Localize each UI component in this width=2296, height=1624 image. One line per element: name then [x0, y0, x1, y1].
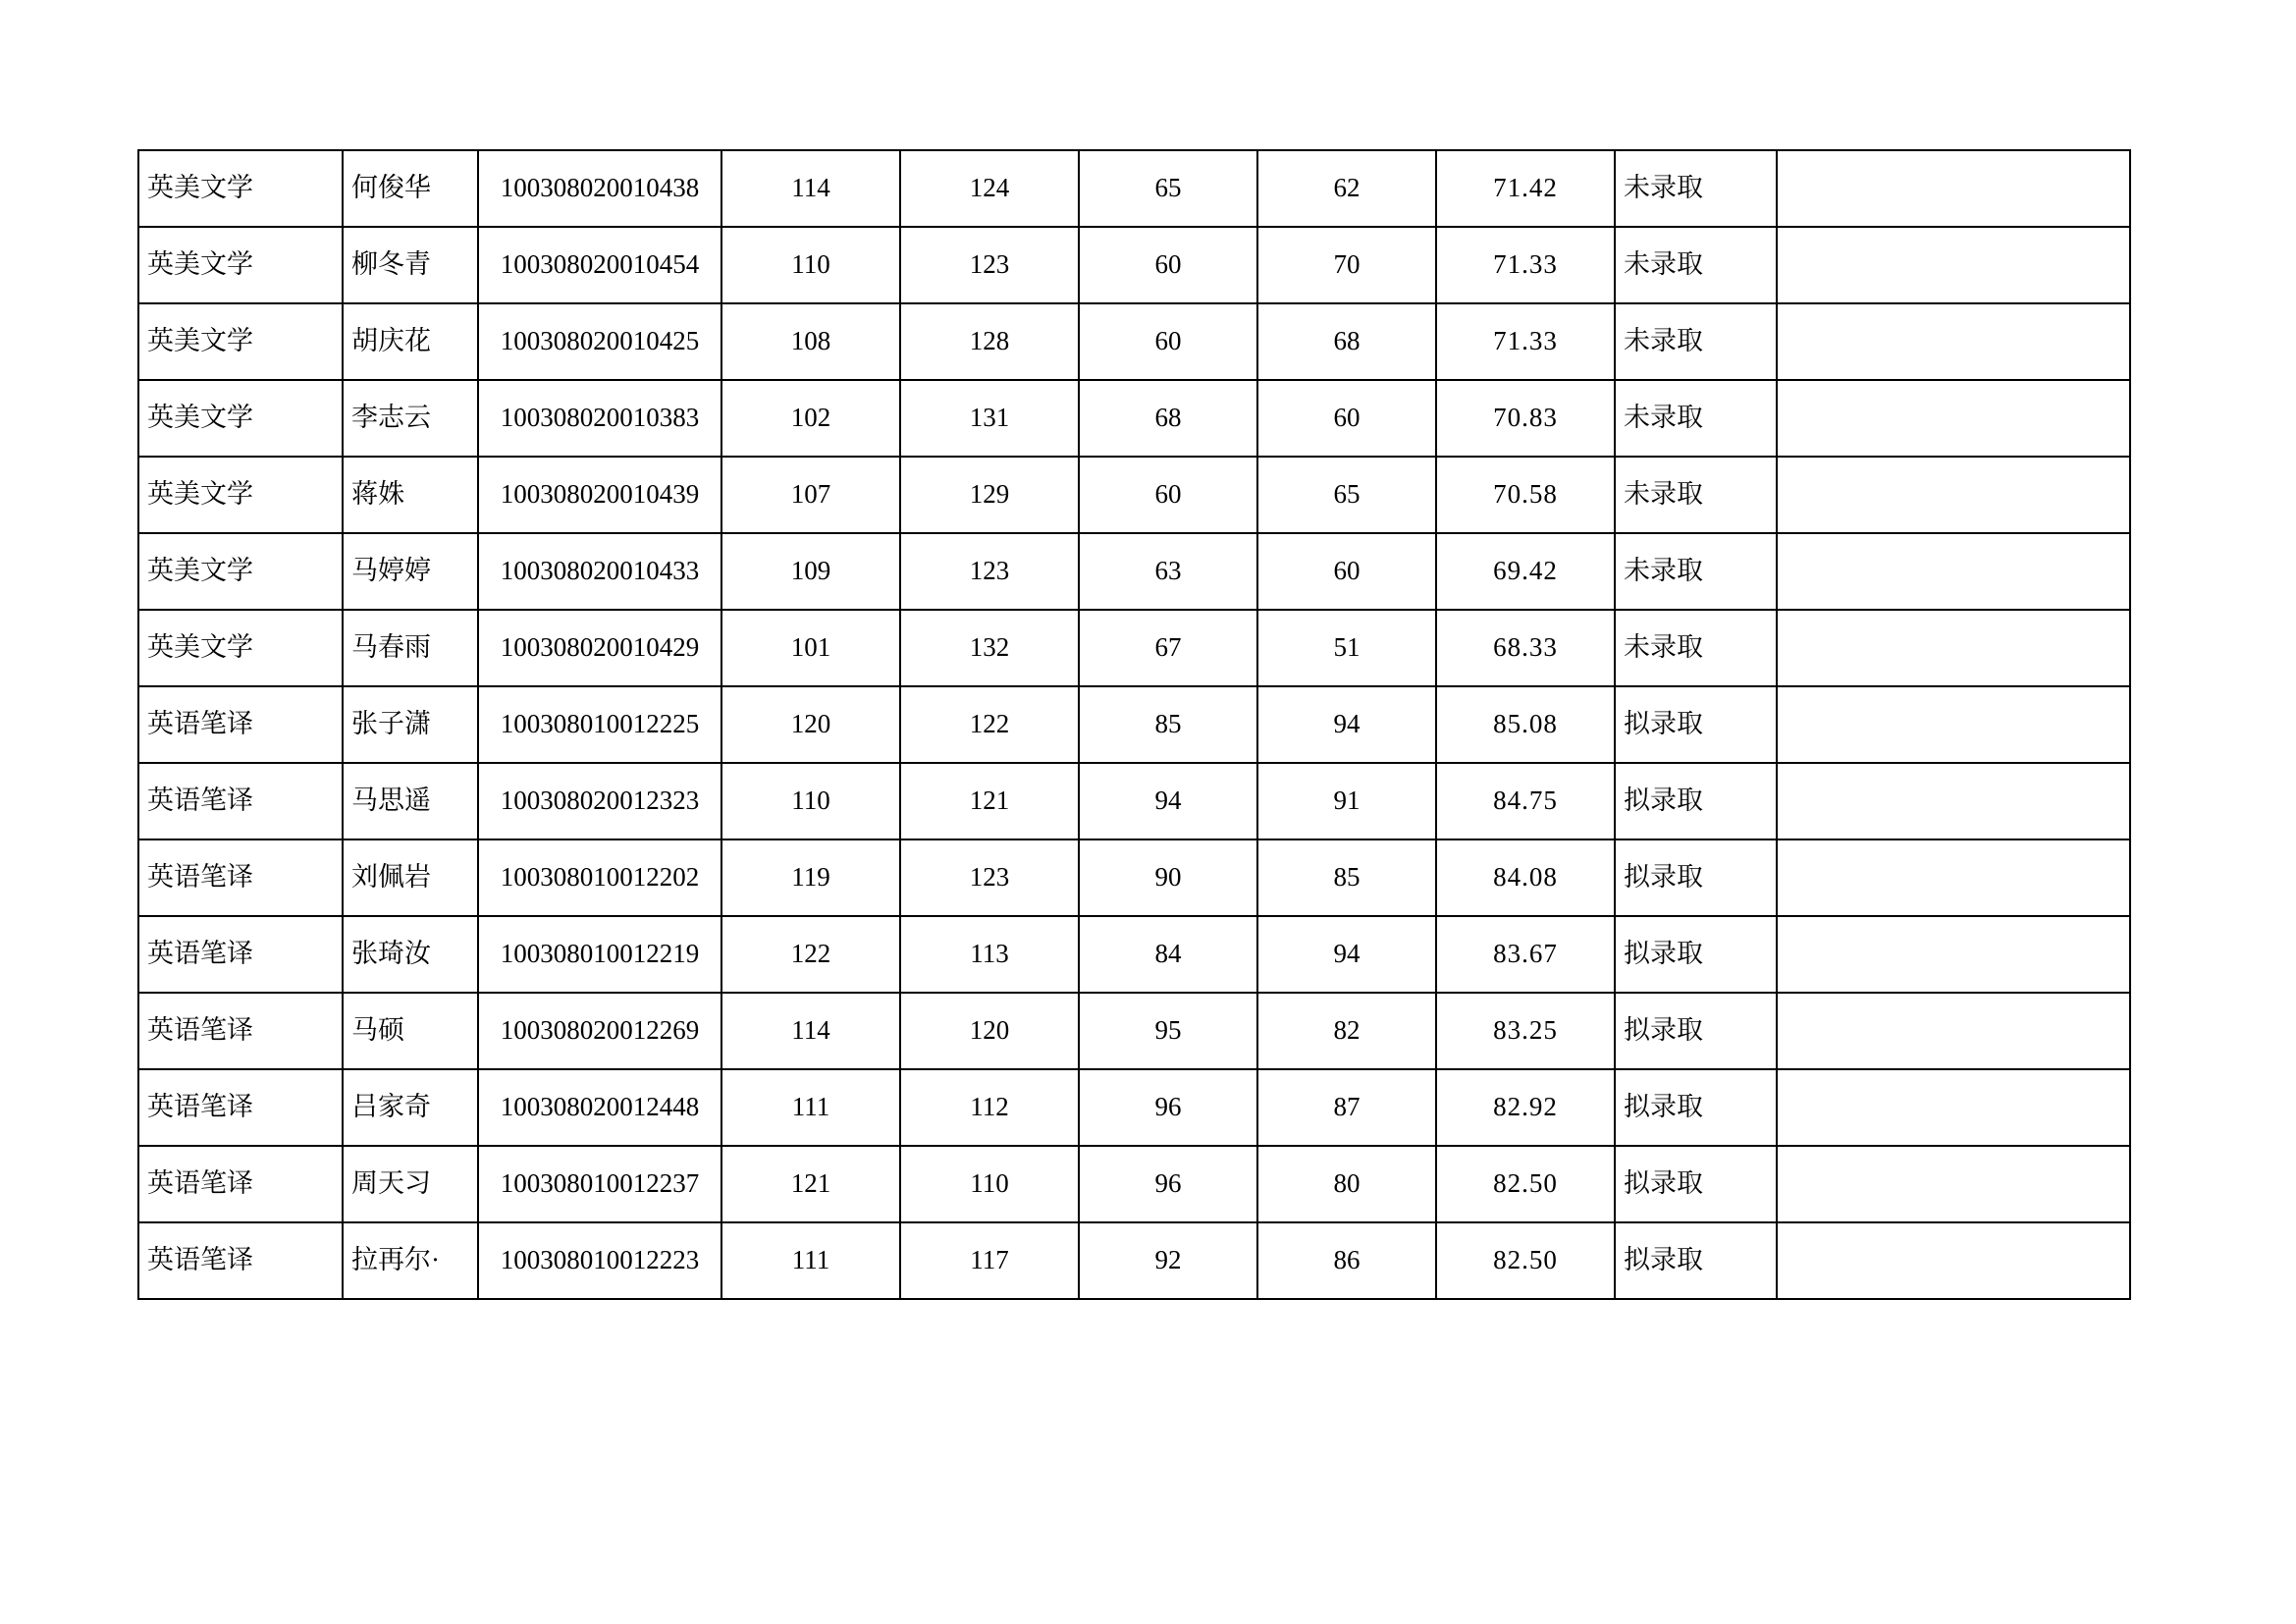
exam-id: 100308010012219 [478, 916, 721, 993]
major: 英语笔译 [138, 839, 343, 916]
note-cell [1777, 1222, 2130, 1299]
note-cell [1777, 457, 2130, 533]
table-row [138, 227, 2130, 303]
name: 张子潇 [343, 686, 478, 763]
table-row [138, 763, 2130, 839]
note-cell [1777, 1069, 2130, 1146]
score-3: 65 [1079, 150, 1257, 227]
status-cell: 未录取 [1615, 380, 1777, 457]
status-cell: 未录取 [1615, 150, 1777, 227]
status-cell: 拟录取 [1615, 839, 1777, 916]
exam-id: 100308010012237 [478, 1146, 721, 1222]
table-row [138, 380, 2130, 457]
total-score: 84.75 [1436, 763, 1615, 839]
score-3: 60 [1079, 227, 1257, 303]
total-score: 83.25 [1436, 993, 1615, 1069]
major: 英语笔译 [138, 763, 343, 839]
note-cell [1777, 150, 2130, 227]
major: 英语笔译 [138, 1222, 343, 1299]
score-3: 96 [1079, 1146, 1257, 1222]
status-cell: 未录取 [1615, 457, 1777, 533]
major: 英美文学 [138, 150, 343, 227]
major: 英语笔译 [138, 686, 343, 763]
score-2: 124 [900, 150, 1079, 227]
exam-id: 100308020010438 [478, 150, 721, 227]
table-row [138, 533, 2130, 610]
score-3: 92 [1079, 1222, 1257, 1299]
note-cell [1777, 993, 2130, 1069]
score-1: 109 [721, 533, 900, 610]
score-1: 111 [721, 1069, 900, 1146]
status-cell: 未录取 [1615, 533, 1777, 610]
exam-id: 100308020010383 [478, 380, 721, 457]
total-score: 82.50 [1436, 1222, 1615, 1299]
score-3: 94 [1079, 763, 1257, 839]
total-score: 71.33 [1436, 303, 1615, 380]
name: 吕家奇 [343, 1069, 478, 1146]
score-2: 122 [900, 686, 1079, 763]
table-row [138, 150, 2130, 227]
score-1: 111 [721, 1222, 900, 1299]
total-score: 71.42 [1436, 150, 1615, 227]
exam-id: 100308020010454 [478, 227, 721, 303]
score-4: 82 [1257, 993, 1436, 1069]
exam-id: 100308020012448 [478, 1069, 721, 1146]
status-cell: 未录取 [1615, 227, 1777, 303]
exam-id: 100308020010425 [478, 303, 721, 380]
exam-id: 100308010012225 [478, 686, 721, 763]
name: 何俊华 [343, 150, 478, 227]
note-cell [1777, 227, 2130, 303]
score-4: 86 [1257, 1222, 1436, 1299]
score-table-container [137, 149, 2131, 1300]
admission-score-table [137, 149, 2131, 1300]
score-3: 95 [1079, 993, 1257, 1069]
major: 英语笔译 [138, 1146, 343, 1222]
score-1: 110 [721, 227, 900, 303]
name: 胡庆花 [343, 303, 478, 380]
name: 拉再尔· [343, 1222, 478, 1299]
major: 英美文学 [138, 380, 343, 457]
score-2: 128 [900, 303, 1079, 380]
table-row [138, 1069, 2130, 1146]
name: 马思遥 [343, 763, 478, 839]
note-cell [1777, 610, 2130, 686]
note-cell [1777, 916, 2130, 993]
score-1: 102 [721, 380, 900, 457]
name: 刘佩岩 [343, 839, 478, 916]
score-2: 121 [900, 763, 1079, 839]
exam-id: 100308020012269 [478, 993, 721, 1069]
score-1: 119 [721, 839, 900, 916]
total-score: 84.08 [1436, 839, 1615, 916]
score-4: 68 [1257, 303, 1436, 380]
name: 马婷婷 [343, 533, 478, 610]
status-cell: 拟录取 [1615, 686, 1777, 763]
score-2: 112 [900, 1069, 1079, 1146]
score-3: 60 [1079, 303, 1257, 380]
score-4: 65 [1257, 457, 1436, 533]
table-row [138, 916, 2130, 993]
score-4: 91 [1257, 763, 1436, 839]
score-3: 60 [1079, 457, 1257, 533]
score-2: 110 [900, 1146, 1079, 1222]
table-row [138, 839, 2130, 916]
total-score: 69.42 [1436, 533, 1615, 610]
score-4: 70 [1257, 227, 1436, 303]
score-2: 120 [900, 993, 1079, 1069]
score-2: 117 [900, 1222, 1079, 1299]
score-2: 131 [900, 380, 1079, 457]
score-1: 108 [721, 303, 900, 380]
score-1: 110 [721, 763, 900, 839]
score-4: 94 [1257, 686, 1436, 763]
major: 英美文学 [138, 610, 343, 686]
score-2: 132 [900, 610, 1079, 686]
table-row [138, 1146, 2130, 1222]
status-cell: 拟录取 [1615, 916, 1777, 993]
total-score: 82.92 [1436, 1069, 1615, 1146]
total-score: 70.83 [1436, 380, 1615, 457]
score-2: 123 [900, 839, 1079, 916]
status-cell: 拟录取 [1615, 993, 1777, 1069]
major: 英语笔译 [138, 993, 343, 1069]
note-cell [1777, 839, 2130, 916]
score-4: 80 [1257, 1146, 1436, 1222]
score-1: 120 [721, 686, 900, 763]
name: 李志云 [343, 380, 478, 457]
status-cell: 未录取 [1615, 610, 1777, 686]
name: 张琦汝 [343, 916, 478, 993]
score-3: 85 [1079, 686, 1257, 763]
score-3: 63 [1079, 533, 1257, 610]
major: 英语笔译 [138, 916, 343, 993]
major: 英美文学 [138, 533, 343, 610]
major: 英美文学 [138, 457, 343, 533]
table-row [138, 686, 2130, 763]
score-1: 122 [721, 916, 900, 993]
table-row [138, 1222, 2130, 1299]
status-cell: 未录取 [1615, 303, 1777, 380]
score-4: 94 [1257, 916, 1436, 993]
exam-id: 100308020010429 [478, 610, 721, 686]
total-score: 68.33 [1436, 610, 1615, 686]
name: 蒋姝 [343, 457, 478, 533]
status-cell: 拟录取 [1615, 1069, 1777, 1146]
score-2: 123 [900, 533, 1079, 610]
status-cell: 拟录取 [1615, 763, 1777, 839]
note-cell [1777, 763, 2130, 839]
exam-id: 100308020010433 [478, 533, 721, 610]
score-1: 114 [721, 150, 900, 227]
name: 周天习 [343, 1146, 478, 1222]
table-row [138, 993, 2130, 1069]
score-2: 123 [900, 227, 1079, 303]
score-3: 90 [1079, 839, 1257, 916]
score-4: 85 [1257, 839, 1436, 916]
exam-id: 100308020010439 [478, 457, 721, 533]
table-row [138, 610, 2130, 686]
name: 马硕 [343, 993, 478, 1069]
major: 英美文学 [138, 227, 343, 303]
score-1: 121 [721, 1146, 900, 1222]
note-cell [1777, 380, 2130, 457]
status-cell: 拟录取 [1615, 1146, 1777, 1222]
score-3: 68 [1079, 380, 1257, 457]
score-2: 129 [900, 457, 1079, 533]
exam-id: 100308010012223 [478, 1222, 721, 1299]
note-cell [1777, 303, 2130, 380]
exam-id: 100308020012323 [478, 763, 721, 839]
score-4: 62 [1257, 150, 1436, 227]
total-score: 85.08 [1436, 686, 1615, 763]
total-score: 83.67 [1436, 916, 1615, 993]
score-4: 60 [1257, 380, 1436, 457]
table-row [138, 303, 2130, 380]
major: 英美文学 [138, 303, 343, 380]
score-4: 51 [1257, 610, 1436, 686]
table-body [138, 150, 2130, 1299]
status-cell: 拟录取 [1615, 1222, 1777, 1299]
name: 柳冬青 [343, 227, 478, 303]
score-1: 114 [721, 993, 900, 1069]
exam-id: 100308010012202 [478, 839, 721, 916]
score-2: 113 [900, 916, 1079, 993]
note-cell [1777, 1146, 2130, 1222]
total-score: 82.50 [1436, 1146, 1615, 1222]
total-score: 70.58 [1436, 457, 1615, 533]
score-4: 87 [1257, 1069, 1436, 1146]
total-score: 71.33 [1436, 227, 1615, 303]
score-3: 96 [1079, 1069, 1257, 1146]
table-row [138, 457, 2130, 533]
score-4: 60 [1257, 533, 1436, 610]
note-cell [1777, 533, 2130, 610]
major: 英语笔译 [138, 1069, 343, 1146]
score-3: 84 [1079, 916, 1257, 993]
note-cell [1777, 686, 2130, 763]
score-1: 101 [721, 610, 900, 686]
score-1: 107 [721, 457, 900, 533]
score-3: 67 [1079, 610, 1257, 686]
name: 马春雨 [343, 610, 478, 686]
